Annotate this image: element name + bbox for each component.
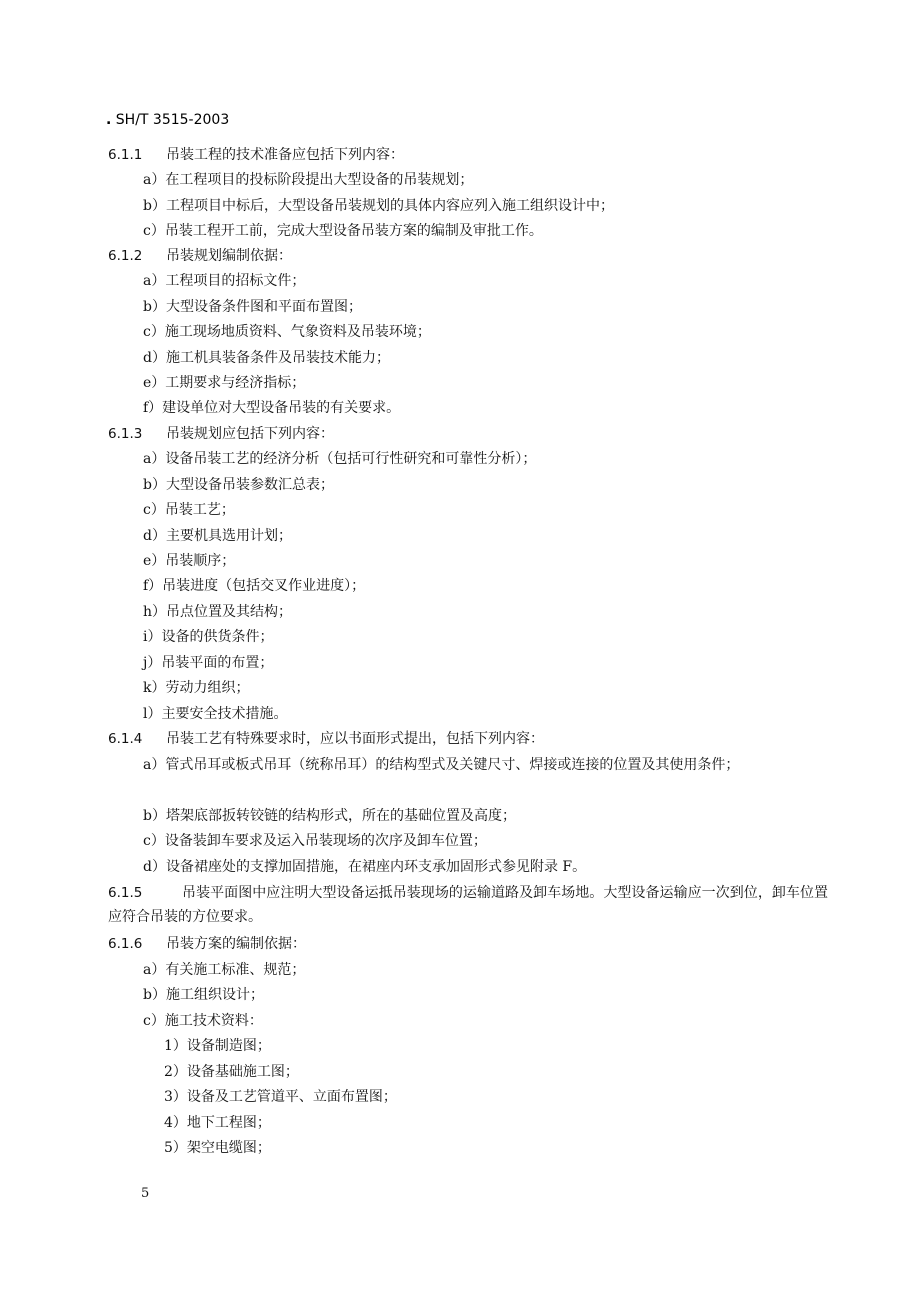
sub-list-item: 4）地下工程图； (164, 1115, 271, 1131)
list-item: a）有关施工标准、规范； (143, 962, 306, 978)
list-item: l）主要安全技术措施。 (143, 706, 288, 722)
section-6-1-1 (108, 145, 404, 165)
list-item: c）施工现场地质资料、气象资料及吊装环境； (143, 324, 431, 340)
sub-list-item: 2）设备基础施工图； (164, 1064, 299, 1080)
list-item: d）主要机具选用计划； (143, 528, 292, 544)
section-number: 6.1.5 (108, 885, 143, 901)
section-6-1-6 (108, 934, 306, 954)
list-item: a）管式吊耳或板式吊耳（统称吊耳）的结构型式及关键尺寸、焊接或连接的位置及其使用条件； (143, 757, 740, 773)
section-number: 6.1.2 (108, 248, 143, 264)
section-6-1-4 (108, 729, 544, 749)
list-item: d）设备裙座处的支撑加固措施，在裙座内环支承加固形式参见附录 F。 (143, 859, 587, 875)
list-item: a）设备吊装工艺的经济分析（包括可行性研究和可靠性分析）； (143, 451, 537, 467)
list-item: b）大型设备条件图和平面布置图； (143, 299, 362, 315)
list-item: b）施工组织设计； (143, 987, 264, 1003)
list-item: k）劳动力组织； (143, 680, 250, 696)
sub-list-item: 3）设备及工艺管道平、立面布置图； (164, 1089, 397, 1105)
list-item: b）塔架底部扳转铰链的结构形式，所在的基础位置及高度； (143, 808, 516, 824)
section-number: 6.1.1 (108, 147, 143, 163)
list-item: b）大型设备吊装参数汇总表； (143, 477, 334, 493)
list-item: f）建设单位对大型设备吊装的有关要求。 (143, 400, 401, 416)
section-number: 6.1.3 (108, 426, 143, 442)
section-6-1-5 (108, 881, 828, 929)
section-number: 6.1.4 (108, 731, 143, 747)
list-item: c）吊装工艺； (143, 502, 235, 518)
list-item: c）施工技术资料： (143, 1013, 263, 1029)
section-title: 吊装规划应包括下列内容： (166, 426, 334, 442)
standard-code: SH/T 3515-2003 (115, 112, 230, 128)
list-item: h）吊点位置及其结构； (143, 604, 293, 620)
list-item: j）吊装平面的布置； (143, 655, 274, 671)
list-item: c）吊装工程开工前，完成大型设备吊装方案的编制及审批工作。 (143, 223, 543, 239)
sub-list-item: 1）设备制造图； (164, 1038, 271, 1054)
list-item: c）设备装卸车要求及运入吊装现场的次序及卸车位置； (143, 833, 487, 849)
header-prefix: . (106, 112, 112, 128)
list-item: e）吊装顺序； (143, 553, 236, 569)
list-item: f）吊装进度（包括交叉作业进度）； (143, 578, 366, 594)
list-item: a）工程项目的招标文件； (143, 273, 306, 289)
sub-list-item: 5）架空电缆图； (164, 1140, 271, 1156)
list-item: d）施工机具装备条件及吊装技术能力； (143, 350, 390, 366)
list-item: i）设备的供货条件； (143, 629, 274, 645)
section-title: 吊装工程的技术准备应包括下列内容： (166, 147, 404, 163)
section-6-1-2 (108, 246, 292, 266)
section-title: 吊装工艺有特殊要求时，应以书面形式提出，包括下列内容： (166, 731, 544, 747)
section-title: 吊装方案的编制依据： (166, 936, 306, 952)
section-number: 6.1.6 (108, 936, 143, 952)
section-text: 吊装平面图中应注明大型设备运抵吊装现场的运输道路及卸车场地。大型设备运输应一次到位，卸车位置应符合吊装的方位要求。 (108, 885, 828, 925)
list-item: b）工程项目中标后，大型设备吊装规划的具体内容应列入施工组织设计中； (143, 198, 614, 214)
page-number: 5 (141, 1186, 150, 1201)
section-title: 吊装规划编制依据： (166, 248, 292, 264)
section-6-1-3 (108, 424, 334, 444)
document-header (106, 112, 229, 128)
list-item: a）在工程项目的投标阶段提出大型设备的吊装规划； (143, 172, 474, 188)
list-item: e）工期要求与经济指标； (143, 375, 306, 391)
